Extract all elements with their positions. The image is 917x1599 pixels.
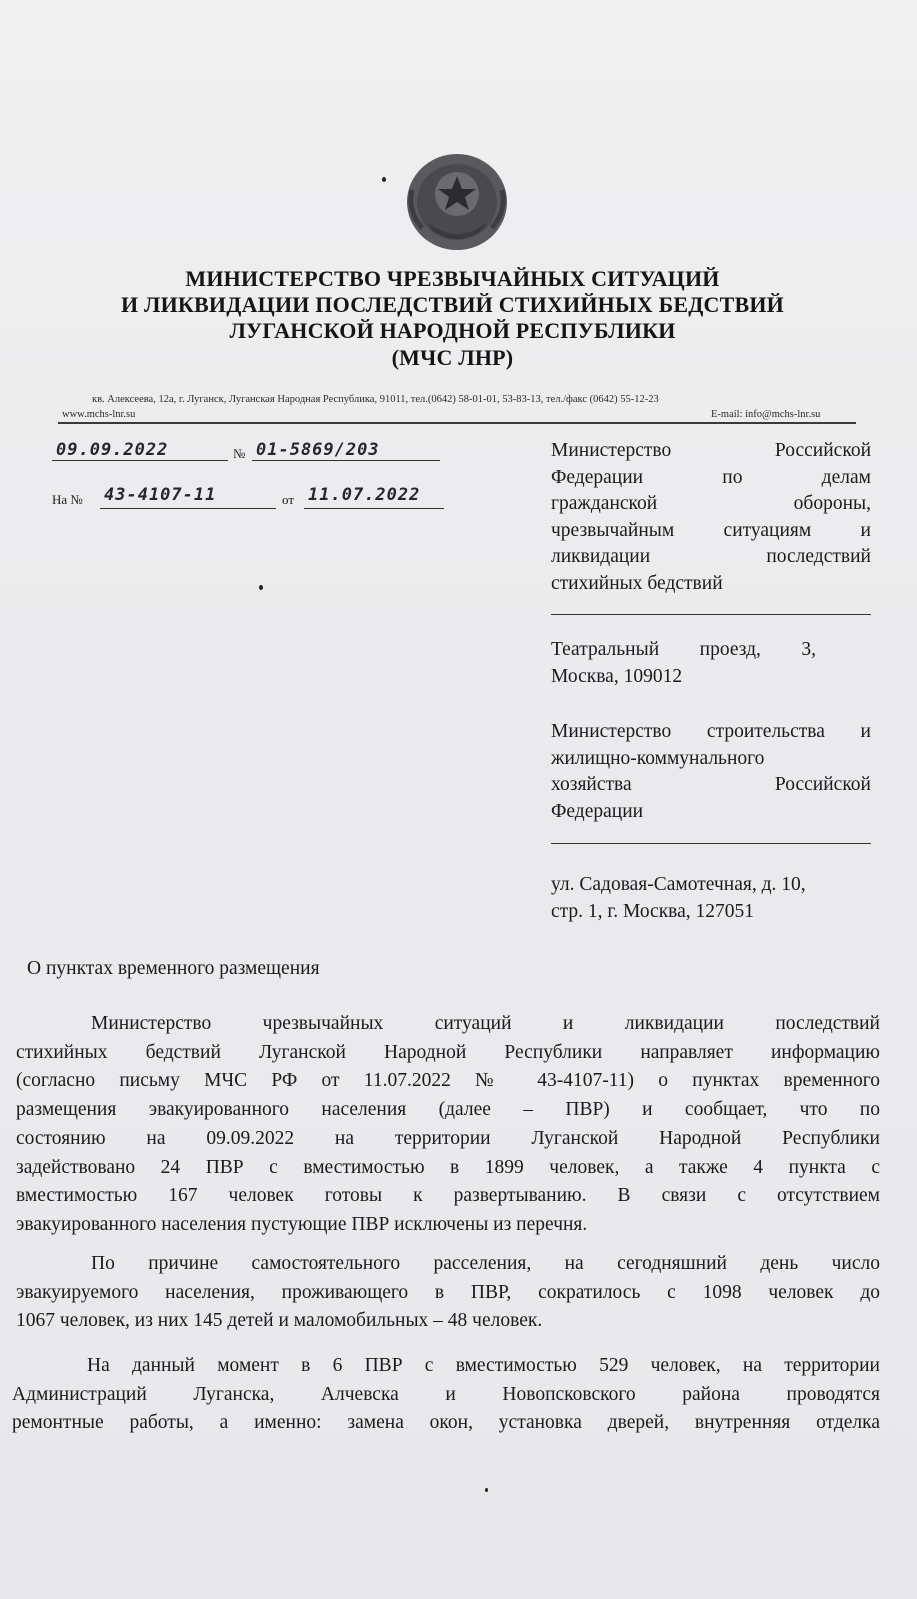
speck	[485, 1488, 488, 1492]
recipient-2: Министерство строительства и жилищно-коммунального хозяйства Российской Федерации	[551, 721, 871, 822]
state-emblem-icon	[402, 150, 512, 254]
recipient-1-separator	[551, 614, 871, 615]
ref-date-underline	[304, 508, 444, 509]
ministry-email: E-mail: info@mchs-lnr.su	[711, 409, 821, 420]
number-underline	[252, 460, 440, 461]
speck	[259, 585, 263, 590]
header-line-1: МИНИСТЕРСТВО ЧРЕЗВЫЧАЙНЫХ СИТУАЦИЙ	[185, 266, 720, 291]
body-paragraph-3: На данный момент в 6 ПВР с вместимостью 529 человек, на территории Администраций Луганска, Алчевска и Новопсковского района проводятся ремонтные работы, а именно: замена окон, установка дверей, внутренняя отделка	[12, 1355, 880, 1434]
header-rule	[58, 422, 856, 424]
recipient-2-separator	[551, 843, 871, 844]
ref-label: На №	[52, 492, 83, 507]
ministry-address: кв. Алексеева, 12а, г. Луганск, Луганская Народная Республика, 91011, тел.(0642) 58-01-01, 53-83-13, тел./факс (0642) 55-12-23	[92, 394, 659, 405]
number-label: №	[233, 446, 246, 461]
ref-underline	[100, 508, 276, 509]
speck	[382, 177, 386, 182]
ministry-website: www.mchs-lnr.su	[62, 409, 136, 420]
ref-date: 11.07.2022	[308, 485, 421, 505]
body-paragraph-2: По причине самостоятельного расселения, на сегодняшний день число эвакуируемого населения, проживающего в ПВР, сократилось с 1098 человек до 1067 человек, из них 145 детей и маломобильных – 48 человек.	[16, 1253, 880, 1332]
date-underline	[52, 460, 228, 461]
ref-number: 43-4107-11	[104, 485, 217, 505]
outgoing-number: 01-5869/203	[256, 440, 380, 460]
recipient-2-address: ул. Садовая-Самотечная, д. 10, стр. 1, г. Москва, 127051	[551, 874, 806, 922]
recipient-1: Министерство Российской Федерации по делам гражданской обороны, чрезвычайным ситуациям и ликвидации последствий стихийных бедствий	[551, 440, 871, 594]
header-line-2: И ЛИКВИДАЦИИ ПОСЛЕДСТВИЙ СТИХИЙНЫХ БЕДСТВИЙ	[120, 292, 784, 317]
outgoing-date: 09.09.2022	[56, 440, 169, 460]
body-paragraph-1: Министерство чрезвычайных ситуаций и ликвидации последствий стихийных бедствий Луганской Народной Республики направляет информацию (согласно письму МЧС РФ от 11.07.2022 № 43-4107-11) о пунктах временного размещения эвакуированного населения (далее – ПВР) и сообщает, что по состоянию на 09.09.2022 на территории Луганской Народной Республики задействовано 24 ПВР с вместимостью в 1899 человек, а также 4 пункта с вместимостью 167 человек готовы к развертыванию. В связи с отсутствием эвакуированного населения пустующие ПВР исключены из перечня.	[16, 1013, 880, 1235]
recipient-1-address: Театральный проезд, 3, Москва, 109012	[551, 639, 816, 687]
letter-subject: О пунктах временного размещения	[27, 958, 320, 979]
from-label: от	[282, 492, 295, 507]
header-line-3: ЛУГАНСКОЙ НАРОДНОЙ РЕСПУБЛИКИ	[229, 318, 676, 343]
header-line-4: (МЧС ЛНР)	[391, 345, 514, 370]
